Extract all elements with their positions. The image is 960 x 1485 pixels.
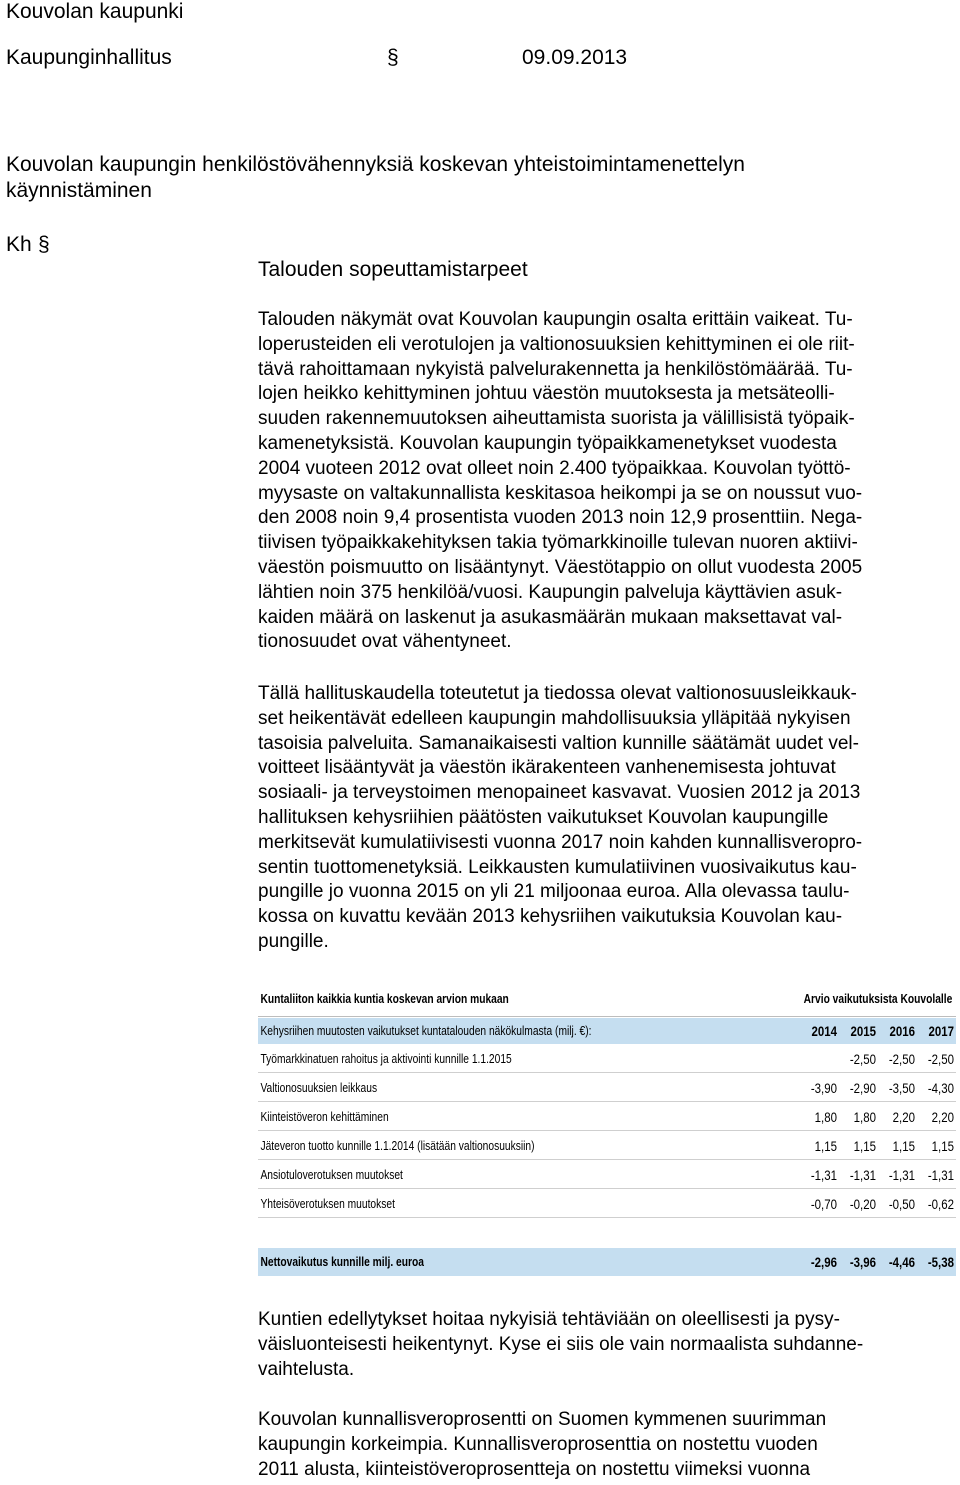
text-line: tionosuudet ovat vähentyneet. (258, 631, 512, 653)
table-header-row (258, 1018, 956, 1044)
subheading: Talouden sopeuttamistarpeet (258, 258, 528, 281)
cell-2016: -0,50 (888, 1196, 915, 1212)
cell-2016: -3,50 (888, 1080, 915, 1096)
text-line: den 2008 noin 9,4 prosentista vuoden 2013 noin 12,9 prosenttiin. Nega- (258, 507, 863, 529)
cell-2014: -3,90 (810, 1080, 837, 1096)
text-line: sentin tuottomenetyksiä. Leikkausten kumulatiivinen vuosivaikutus kau- (258, 856, 857, 878)
row-label: Jäteveron tuotto kunnille 1.1.2014 (lisätään valtionosuuksiin) (260, 1139, 535, 1153)
table-title-row (258, 982, 956, 1017)
total-2015: -3,96 (849, 1254, 876, 1270)
cell-2016: -2,50 (888, 1051, 915, 1067)
cell-2015: 1,80 (853, 1109, 876, 1125)
cell-2017: -1,31 (927, 1167, 954, 1183)
row-values (798, 1168, 954, 1183)
cell-2014: 1,15 (814, 1138, 837, 1154)
row-values (798, 1139, 954, 1154)
text-line: 2011 alusta, kiinteistöveroprosentteja on nostettu viimeksi vuonna (258, 1458, 811, 1480)
text-line: kaiden määrä on laskenut ja asukasmäärän mukaan maksettavat val- (258, 606, 843, 628)
text-line: loperusteiden eli verotulojen ja valtionosuuksien kehittyminen ei ole riit- (258, 333, 855, 355)
text-line: sosiaali- ja terveystoimen menopaineet kasvavat. Vuosien 2012 ja 2013 (258, 782, 861, 804)
text-line: myysaste on valtakunnallista keskitasoa heikompi ja se on noussut vuo- (258, 482, 863, 504)
row-label: Ansiotuloverotuksen muutokset (260, 1168, 403, 1182)
paragraph-2 (258, 682, 862, 955)
year-2014: 2014 (811, 1023, 837, 1039)
text-line: 2004 vuoteen 2012 ovat olleet noin 2.400 työpaikkaa. Kouvolan työttö- (258, 457, 851, 479)
kh-section-mark: § (38, 233, 50, 256)
total-2017: -5,38 (927, 1254, 954, 1270)
row-label: Kiinteistöveron kehittäminen (260, 1110, 389, 1124)
impact-table (258, 982, 956, 1276)
cell-2015: 1,15 (853, 1138, 876, 1154)
year-2016: 2016 (889, 1023, 915, 1039)
text-line: hallituksen kehysriihien päätösten vaikutukset Kouvolan kaupungille (258, 806, 829, 828)
total-values (798, 1255, 954, 1270)
text-line: kamenetyksistä. Kouvolan kaupungin työpaikkamenetykset vuodesta (258, 432, 837, 454)
row-label: Yhteisöverotuksen muutokset (260, 1197, 395, 1211)
text-line: kaupungin korkeimpia. Kunnallisveroprosenttia on nostettu vuoden (258, 1433, 818, 1455)
row-values (798, 1110, 954, 1125)
cell-2016: 1,15 (892, 1138, 915, 1154)
text-line: lähtien noin 375 henkilöä/vuosi. Kaupungin palveluja käyttävien asuk- (258, 581, 843, 603)
table-right-title: Arvio vaikutuksista Kouvolalle (803, 992, 952, 1006)
text-line: kossa on kuvattu kevään 2013 kehysriihen vaikutuksia Kouvolan kau- (258, 906, 843, 928)
table-row (258, 1191, 956, 1218)
cell-2015: -2,90 (849, 1080, 876, 1096)
text-line: tävä rahoittamaan nykyistä palvelurakennetta ja henkilöstömäärää. Tu- (258, 358, 853, 380)
meeting-date: 09.09.2013 (522, 46, 628, 69)
text-line: väisluonteisesti heikentynyt. Kyse ei siis ole vain normaalista suhdanne- (258, 1333, 864, 1355)
table-row (258, 1075, 956, 1102)
row-label: Valtionosuuksien leikkaus (260, 1081, 378, 1095)
cell-2014: 1,80 (814, 1109, 837, 1125)
text-line: pungille. (258, 930, 329, 952)
cell-2015: -0,20 (849, 1196, 876, 1212)
table-subheader: Kehysriihen muutosten vaikutukset kuntatalouden näkökulmasta (milj. €): (260, 1024, 592, 1038)
paragraph-4 (258, 1408, 826, 1482)
cell-2014 (804, 1052, 837, 1067)
cell-2017: -0,62 (927, 1196, 954, 1212)
text-line: voitteet lisääntyvät ja väestön ikärakenteen vanhenemisesta johtuvat (258, 757, 836, 779)
cell-2017: -2,50 (927, 1051, 954, 1067)
table-row (258, 1104, 956, 1131)
year-2017: 2017 (928, 1023, 954, 1039)
cell-2015: -2,50 (849, 1051, 876, 1067)
paragraph-1 (258, 308, 862, 655)
row-values (798, 1081, 954, 1096)
total-2016: -4,46 (888, 1254, 915, 1270)
table-row (258, 1162, 956, 1189)
cell-2017: 1,15 (931, 1138, 954, 1154)
document-title (6, 152, 745, 204)
cell-2014: -0,70 (810, 1196, 837, 1212)
table-total-row (258, 1248, 956, 1276)
total-label: Nettovaikutus kunnille milj. euroa (260, 1255, 424, 1269)
meeting-body: Kaupunginhallitus (6, 46, 172, 69)
text-line: Talouden näkymät ovat Kouvolan kaupungin osalta erittäin vaikeat. Tu- (258, 309, 853, 330)
cell-2016: -1,31 (888, 1167, 915, 1183)
text-line: merkitsevät kumulatiivisesti vuonna 2017 noin kahden kunnallisveropro- (258, 831, 863, 853)
year-headers (798, 1024, 954, 1039)
cell-2015: -1,31 (849, 1167, 876, 1183)
text-line: pungille jo vuonna 2015 on yli 21 miljoonaa euroa. Alla olevassa taulu- (258, 881, 850, 903)
text-line: vaihtelusta. (258, 1358, 355, 1380)
row-values (798, 1052, 954, 1067)
kh-label: Kh (6, 233, 32, 256)
title-line: käynnistäminen (6, 179, 152, 202)
table-title: Kuntaliiton kaikkia kuntia koskevan arvion mukaan (260, 992, 509, 1006)
year-2015: 2015 (850, 1023, 876, 1039)
cell-2016: 2,20 (892, 1109, 915, 1125)
text-line: väestön poismuutto on lisääntynyt. Väestötappio on ollut vuodesta 2005 (258, 556, 863, 578)
row-label: Työmarkkinatuen rahoitus ja aktivointi kunnille 1.1.2015 (260, 1052, 512, 1066)
text-line: tiivisen työpaikkakehityksen takia työmarkkinoille tulevan nuoren aktiivi- (258, 532, 858, 554)
text-line: Kouvolan kunnallisveroprosentti on Suomen kymmenen suurimman (258, 1409, 827, 1430)
text-line: suuden rakennemuutoksen aiheuttamista suorista ja välillisistä työpaik- (258, 408, 855, 430)
text-line: set heikentävät edelleen kaupungin mahdollisuuksia ylläpitää nykyisen (258, 707, 851, 729)
text-line: lojen heikko kehittyminen johtuu väestön muutoksesta ja metsäteolli- (258, 383, 835, 405)
cell-2017: -4,30 (927, 1080, 954, 1096)
paragraph-3 (258, 1308, 863, 1382)
section-mark: § (387, 46, 399, 69)
cell-2014: -1,31 (810, 1167, 837, 1183)
table-row (258, 1046, 956, 1073)
text-line: Tällä hallituskaudella toteutetut ja tiedossa olevat valtionosuusleikkauk- (258, 683, 857, 704)
text-line: Kuntien edellytykset hoitaa nykyisiä tehtäviään on oleellisesti ja pysy- (258, 1309, 840, 1330)
text-line: tasoisia palveluita. Samanaikaisesti valtion kunnille säätämät uudet vel- (258, 732, 859, 754)
row-values (798, 1197, 954, 1212)
title-line: Kouvolan kaupungin henkilöstövähennyksiä koskevan yhteistoimintamenettelyn (6, 153, 745, 176)
total-2014: -2,96 (810, 1254, 837, 1270)
organization-name: Kouvolan kaupunki (6, 0, 184, 23)
cell-2017: 2,20 (931, 1109, 954, 1125)
table-row (258, 1133, 956, 1160)
